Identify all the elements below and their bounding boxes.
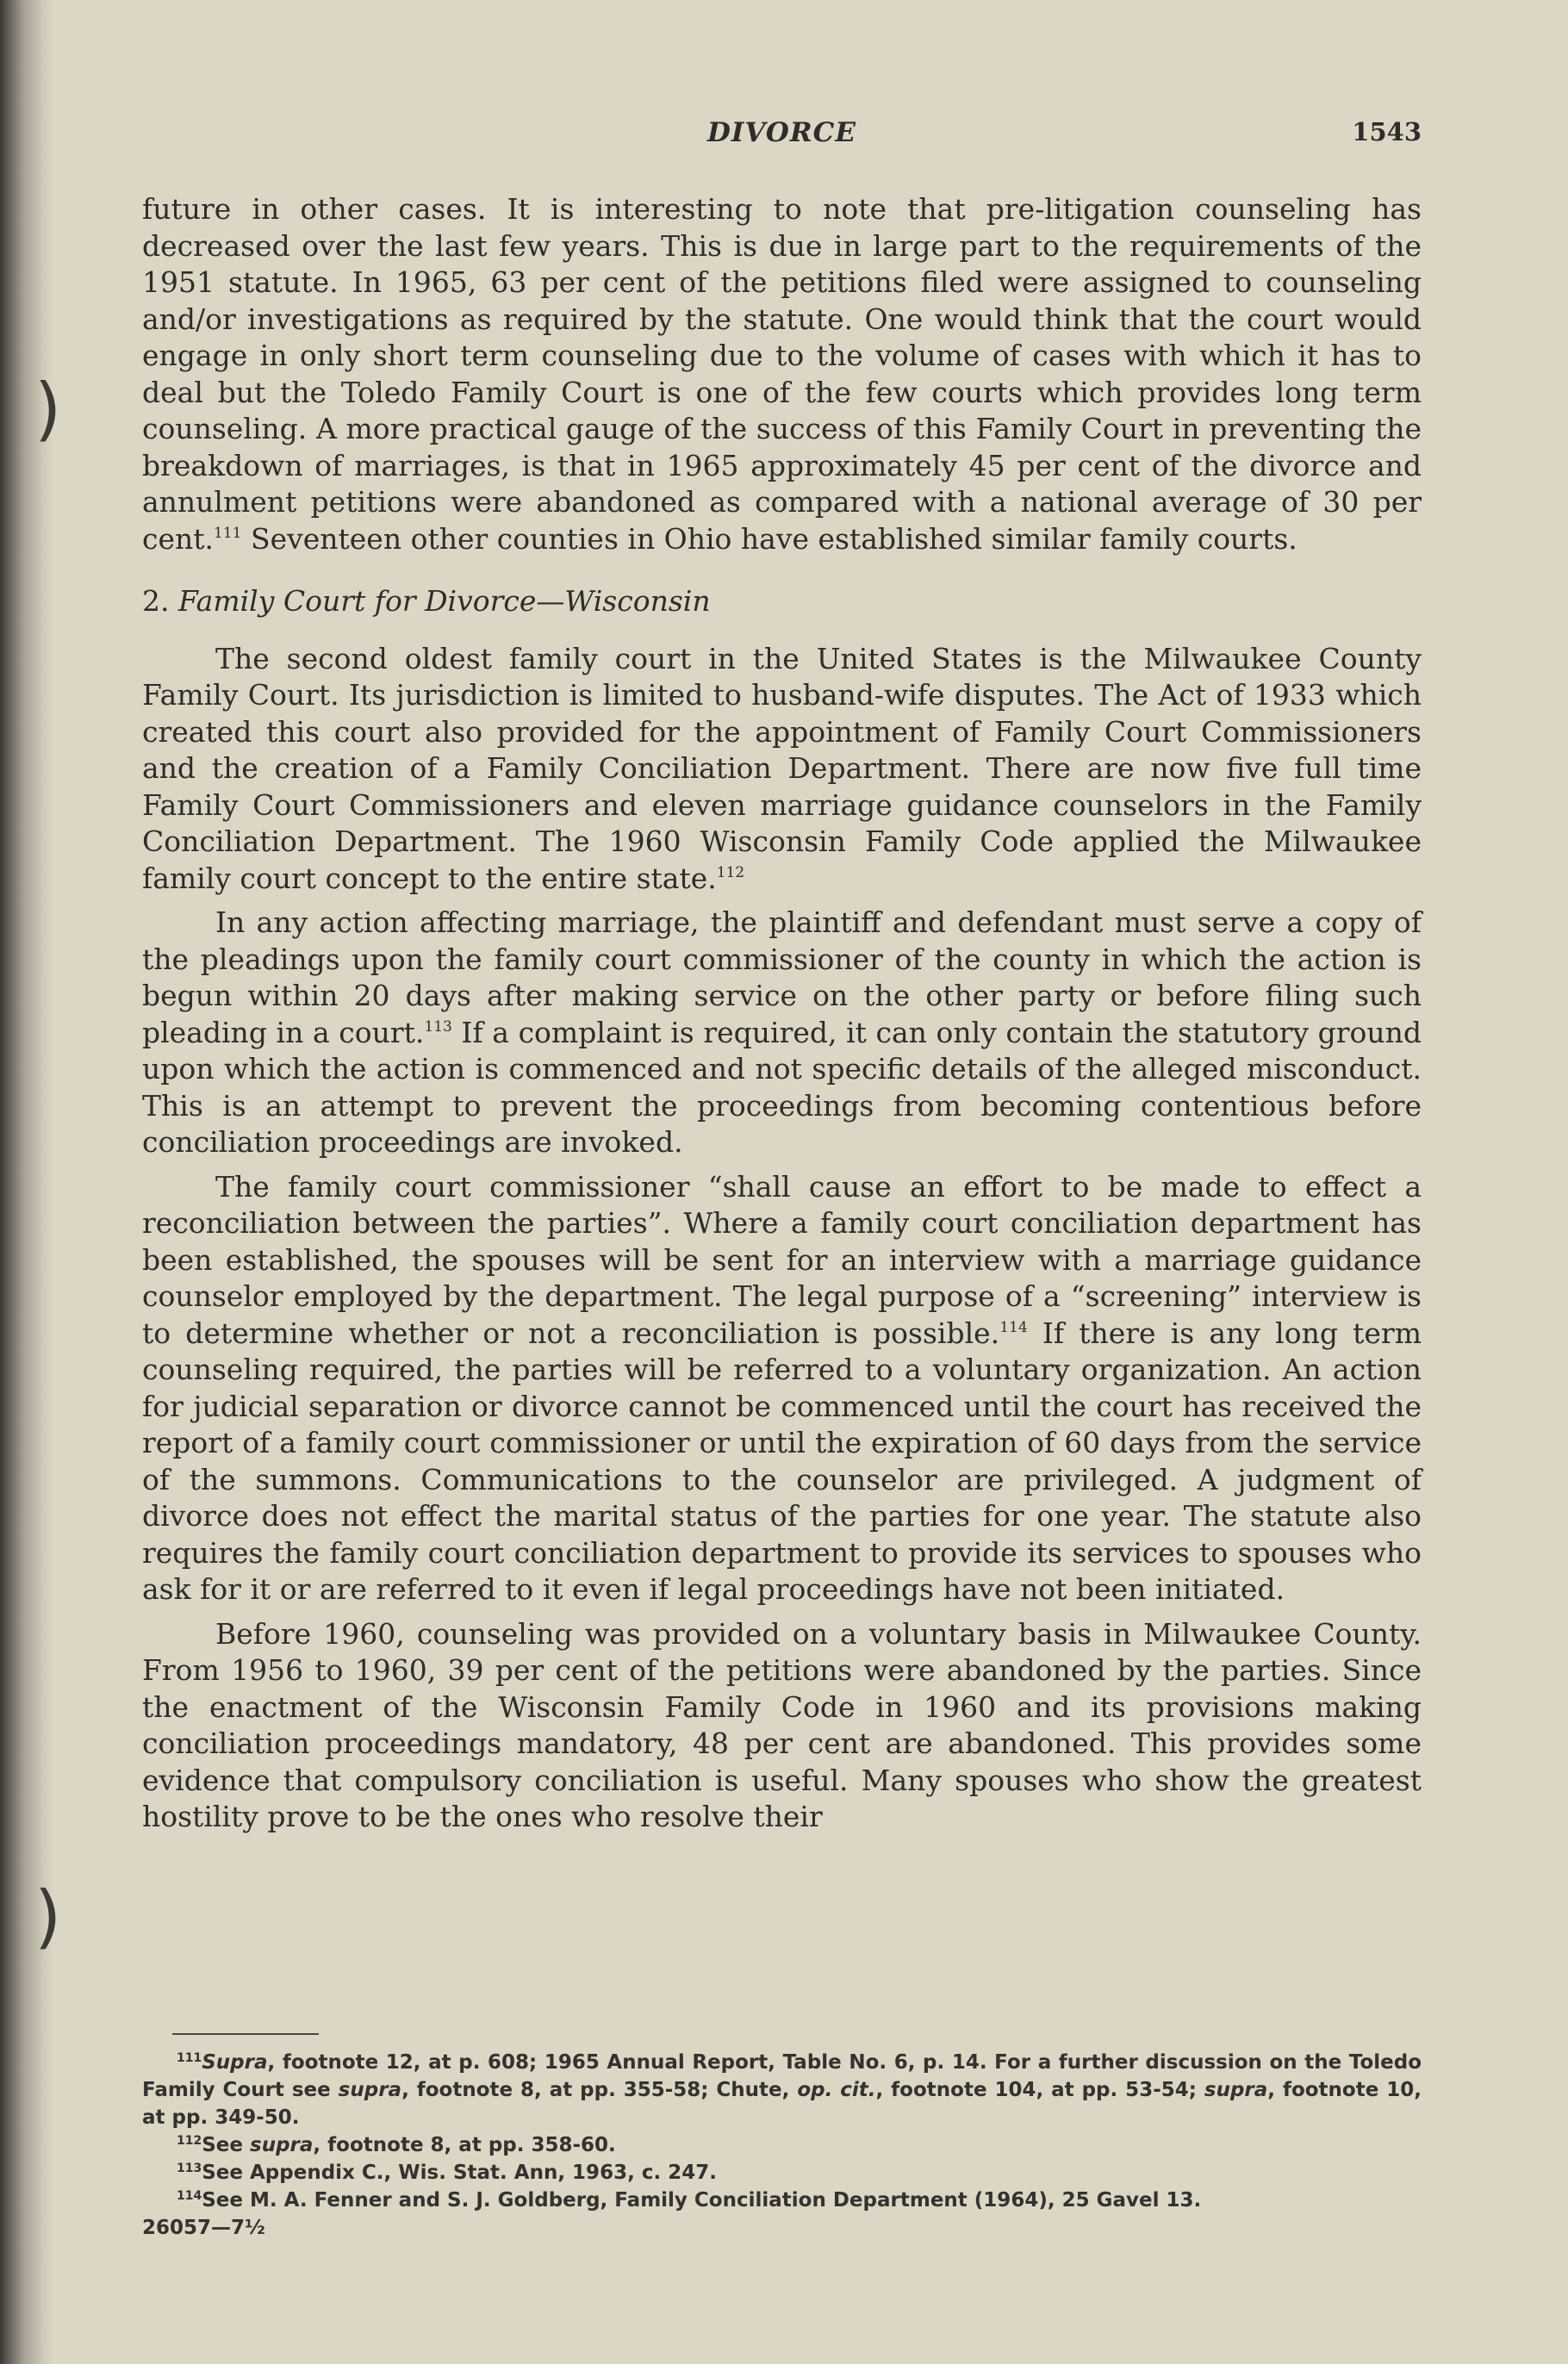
footnote-text: , footnote 104, at pp. 53-54; xyxy=(875,2079,1204,2101)
footnote-113 xyxy=(142,2159,1422,2187)
paragraph-text: Seventeen other counties in Ohio have established similar family courts. xyxy=(241,521,1297,556)
footnote-text: , footnote 12, at p. 608; 1965 Annual Report, Table No. 6, p. 14. For a further discussion on the Toledo Family Court see xyxy=(142,2051,1422,2101)
body-text xyxy=(142,191,1422,1836)
footnote-ref: 112 xyxy=(716,863,745,881)
footnote-text: , footnote 8, at pp. 358-60. xyxy=(313,2134,616,2156)
binding-bracket-bottom: ) xyxy=(34,1876,62,1957)
footnote-ref: 113 xyxy=(424,1017,452,1036)
footnote-divider xyxy=(172,2033,319,2035)
footnote-italic: op. cit. xyxy=(797,2079,876,2101)
footnote-text: , footnote 10, at pp. 349-50. xyxy=(142,2079,1422,2129)
footnote-text: See Appendix C., Wis. Stat. Ann, 1963, c. 247. xyxy=(202,2162,717,2184)
footnote-italic: supra xyxy=(1204,2079,1268,2101)
footnote-italic: supra xyxy=(338,2079,402,2101)
footnote-text: , footnote 8, at pp. 355-58; Chute, xyxy=(401,2079,798,2101)
footnote-text: See M. A. Fenner and S. J. Goldberg, Family Conciliation Department (1964), 25 Gavel 13. xyxy=(202,2189,1202,2212)
footnote-italic: Supra xyxy=(202,2051,268,2074)
footnote-italic: supra xyxy=(250,2134,314,2156)
paragraph-text: If a complaint is required, it can only contain the statutory ground upon which the action is commenced and not specific details of the alleged misconduct. This is an attempt to prevent the proceedings from becoming contentious before conciliation proceedings are invoked. xyxy=(142,1015,1422,1159)
footnote-number: 113 xyxy=(177,2162,202,2175)
section-title: Family Court for Divorce—Wisconsin xyxy=(177,584,711,618)
footnote-ref: 111 xyxy=(214,524,242,542)
paragraph-text: The second oldest family court in the United States is the Milwaukee County Family Court. Its jurisdiction is limited to husband-wife disputes. The Act of 1933 which created this court also provided for the appointment of Family Court Commissioners and the creation of a Family Conciliation Department. There are now five full time Family Court Commissioners and eleven marriage guidance counselors in the Family Conciliation Department. The 1960 Wisconsin Family Code applied the Milwaukee family court concept to the entire state. xyxy=(142,641,1422,895)
paragraph-text: If there is any long term counseling required, the parties will be referred to a voluntary organization. An action for judicial separation or divorce cannot be commenced until the court has received the report of a family court commissioner or until the expiration of 60 days from the service of the summons. Communications to the counselor are privileged. A judgment of divorce does not effect the marital status of the parties for one year. The statute also requires the family court conciliation department to provide its services to spouses who ask for it or are referred to it even if legal proceedings have not been initiated. xyxy=(142,1316,1422,1606)
printer-mark: 26057—7½ xyxy=(142,2217,265,2239)
paragraph-text: Before 1960, counseling was provided on a voluntary basis in Milwaukee County. From 1956 to 1960, 39 per cent of the petitions were abandoned by the parties. Since the enactment of the Wisconsin Family Code in 1960 and its provisions making conciliation proceedings mandatory, 48 per cent are abandoned. This provides some evidence that compulsory conciliation is useful. Many spouses who show the greatest hostility prove to be the ones who resolve their xyxy=(142,1616,1422,1833)
section-heading xyxy=(142,583,1422,620)
paragraph xyxy=(142,641,1422,898)
binding-bracket-top: ) xyxy=(34,369,62,449)
page-header xyxy=(142,117,1422,152)
footnote-ref: 114 xyxy=(999,1318,1028,1336)
footnote-114 xyxy=(142,2187,1422,2214)
paragraph xyxy=(142,1169,1422,1608)
footnote-number: 114 xyxy=(177,2189,202,2203)
section-number: 2. xyxy=(142,584,178,618)
paragraph-text: The family court commissioner “shall cause an effort to be made to effect a reconciliation between the parties”. Where a family court conciliation department has been established, the spouses will be sent for an interview with a marriage guidance counselor employed by the department. The legal purpose of a “screening” interview is to determine whether or not a reconciliation is possible. xyxy=(142,1169,1422,1350)
page-number: 1543 xyxy=(1352,117,1422,146)
paragraph xyxy=(142,905,1422,1161)
footnote-number: 111 xyxy=(177,2051,202,2065)
footnotes xyxy=(142,2049,1422,2242)
footnote-111 xyxy=(142,2049,1422,2131)
footnote-text: See xyxy=(202,2134,251,2156)
footnote-112 xyxy=(142,2131,1422,2159)
running-title: DIVORCE xyxy=(707,117,856,148)
paragraph-text: In any action affecting marriage, the plaintiff and defendant must serve a copy of the pleadings upon the family court commissioner of the county in which the action is begun within 20 days after making service on the other party or before filing such pleading in a court. xyxy=(142,905,1422,1049)
paragraph xyxy=(142,1616,1422,1836)
paragraph-text: future in other cases. It is interesting to note that pre-litigation counseling has decreased over the last few years. This is due in large part to the requirements of the 1951 statute. In 1965, 63 per cent of the petitions filed were assigned to counseling and/or investigations as required by the statute. One would think that the court would engage in only short term counseling due to the volume of cases with which it has to deal but the Toledo Family Court is one of the few courts which provides long term counseling. A more practical gauge of the success of this Family Court in preventing the breakdown of marriages, is that in 1965 approximately 45 per cent of the divorce and annulment petitions were abandoned as compared with a national average of 30 per cent. xyxy=(142,192,1422,556)
footnote-number: 112 xyxy=(177,2134,202,2148)
paragraph xyxy=(142,191,1422,557)
